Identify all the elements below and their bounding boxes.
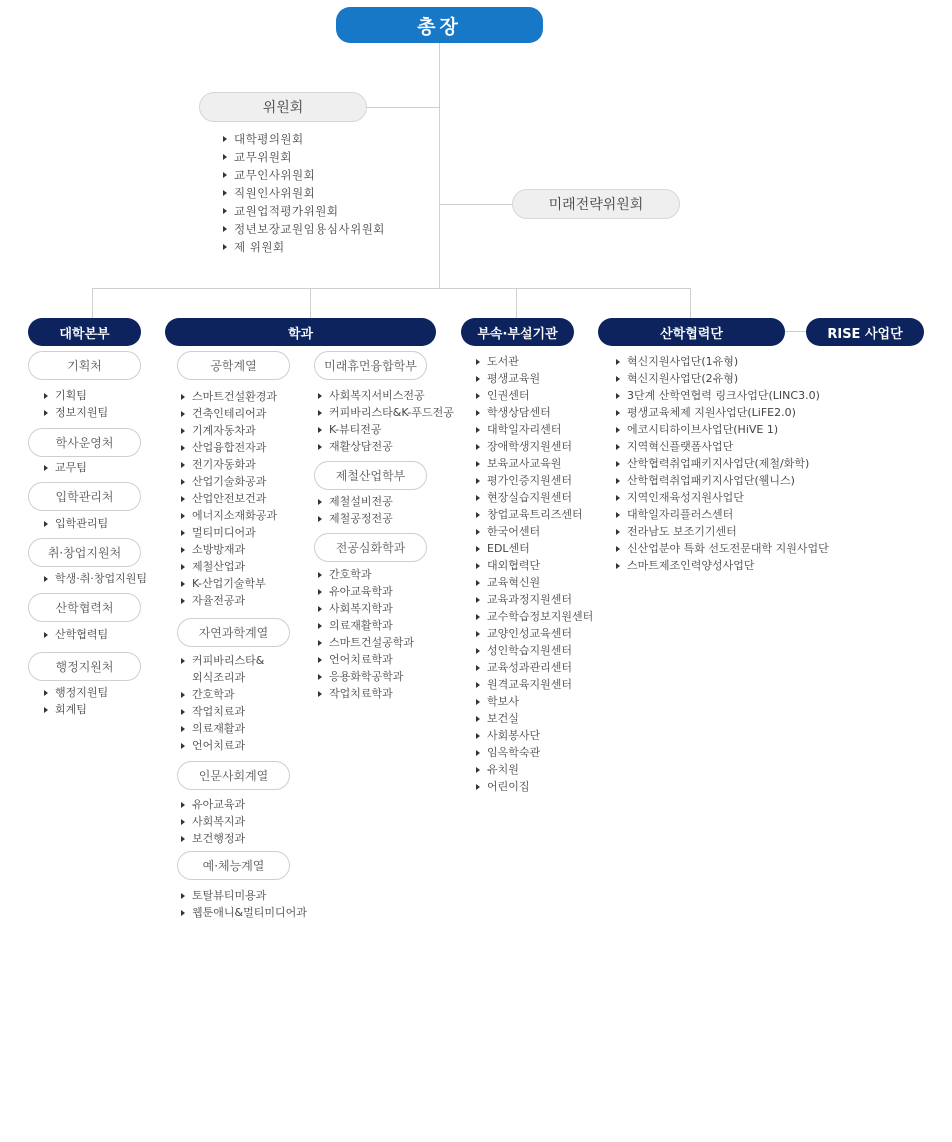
future-strategy-box[interactable]: 미래전략위원회 — [512, 189, 680, 219]
list-item[interactable]: 산업기술화공과 — [180, 473, 277, 490]
list-item[interactable]: 교육과정지원센터 — [475, 591, 593, 608]
academic-affairs-box[interactable]: 학사운영처 — [28, 428, 141, 457]
list-item[interactable]: 유아교육과 — [180, 796, 245, 813]
list-item[interactable]: K-뷰티전공 — [317, 421, 454, 438]
rise-box[interactable]: RISE 사업단 — [806, 318, 924, 346]
list-item[interactable]: 보건행정과 — [180, 830, 245, 847]
affiliated-list — [475, 353, 593, 795]
list-item[interactable]: 간호학과 — [317, 566, 414, 583]
connector-affiliated — [516, 288, 517, 318]
list-item[interactable]: 웹툰애니&멀티미디어과 — [180, 904, 307, 921]
list-item[interactable]: 스마트건설공학과 — [317, 634, 414, 651]
list-item[interactable]: 스마트제조인력양성사업단 — [615, 557, 829, 574]
engineering-box[interactable]: 공학계열 — [177, 351, 290, 380]
admissions-list — [43, 515, 108, 532]
list-item[interactable]: 전라남도 보조기기센터 — [615, 523, 829, 540]
list-item[interactable]: 유아교육학과 — [317, 583, 414, 600]
headquarters-box[interactable]: 대학본부 — [28, 318, 141, 346]
administration-office-list — [43, 684, 108, 718]
list-item[interactable]: 작업치료학과 — [317, 685, 414, 702]
steel-industry-box[interactable]: 제철산업학부 — [314, 461, 427, 490]
list-item[interactable]: 지역혁신플랫폼사업단 — [615, 438, 829, 455]
list-item[interactable]: 에너지소재화공과 — [180, 507, 277, 524]
humanities-list — [180, 796, 245, 847]
list-item[interactable]: 교무팀 — [43, 459, 87, 476]
humanities-box[interactable]: 인문사회계열 — [177, 761, 290, 790]
list-item[interactable]: 입학관리팀 — [43, 515, 108, 532]
list-item[interactable]: 혁신지원사업단(2유형) — [615, 370, 829, 387]
list-item[interactable]: 언어치료학과 — [317, 651, 414, 668]
career-office-box[interactable]: 취·창업지원처 — [28, 538, 141, 567]
list-item[interactable]: 대학일자리플러스센터 — [615, 506, 829, 523]
list-item[interactable]: 산학협력팀 — [43, 626, 108, 643]
list-item[interactable]: 산업융합전자과 — [180, 439, 277, 456]
list-item[interactable]: 창업교육트리즈센터 — [475, 506, 593, 523]
list-item[interactable]: 교무인사위원회 — [222, 166, 385, 184]
list-item[interactable]: 자율전공과 — [180, 592, 277, 609]
list-item[interactable]: 정년보장교원임용심사위원회 — [222, 220, 385, 238]
list-item[interactable]: 장애학생지원센터 — [475, 438, 593, 455]
list-item[interactable]: 교육성과관리센터 — [475, 659, 593, 676]
list-item[interactable]: 에코시티하이브사업단(HiVE 1) — [615, 421, 829, 438]
list-item[interactable]: 교육혁신원 — [475, 574, 593, 591]
arts-sports-box[interactable]: 예·체능계열 — [177, 851, 290, 880]
career-office-list — [43, 570, 147, 587]
list-item[interactable]: 평생교육체제 지원사업단(LiFE2.0) — [615, 404, 829, 421]
list-item[interactable]: 인권센터 — [475, 387, 593, 404]
academic-affairs-list — [43, 459, 87, 476]
list-item[interactable]: 작업치료과 — [180, 703, 264, 720]
arts-sports-list — [180, 887, 307, 921]
president-box[interactable]: 총장 — [336, 7, 543, 43]
list-item[interactable]: 커피바리스타& — [180, 652, 264, 669]
list-item[interactable]: 회계팀 — [43, 701, 108, 718]
natural-science-list — [180, 652, 264, 754]
future-human-box[interactable]: 미래휴먼융합학부 — [314, 351, 427, 380]
list-item[interactable]: 성인학습지원센터 — [475, 642, 593, 659]
list-item[interactable]: 의료재활학과 — [317, 617, 414, 634]
list-item[interactable]: 대학평의원회 — [222, 130, 385, 148]
list-item[interactable]: 임옥학숙관 — [475, 744, 593, 761]
list-item[interactable]: K-산업기술학부 — [180, 575, 277, 592]
list-item[interactable]: 대외협력단 — [475, 557, 593, 574]
list-item[interactable]: 응용화학공학과 — [317, 668, 414, 685]
list-item[interactable]: 기계자동차과 — [180, 422, 277, 439]
list-item[interactable]: 교양인성교육센터 — [475, 625, 593, 642]
list-item[interactable]: 사회복지학과 — [317, 600, 414, 617]
industry-foundation-box[interactable]: 산학협력단 — [598, 318, 785, 346]
list-item[interactable]: 제철설비전공 — [317, 493, 393, 510]
industry-foundation-list — [615, 353, 829, 574]
list-item[interactable]: 혁신지원사업단(1유형) — [615, 353, 829, 370]
list-item-continuation[interactable]: 외식조리과 — [192, 671, 246, 684]
engineering-list — [180, 388, 277, 609]
list-item[interactable]: 한국어센터 — [475, 523, 593, 540]
departments-box[interactable]: 학과 — [165, 318, 436, 346]
list-item[interactable]: 전기자동화과 — [180, 456, 277, 473]
connector-committee — [367, 107, 439, 108]
list-item[interactable]: EDL센터 — [475, 540, 593, 557]
natural-science-box[interactable]: 자연과학계열 — [177, 618, 290, 647]
list-item[interactable]: 산학협력취업패키지사업단(웰니스) — [615, 472, 829, 489]
steel-industry-list — [317, 493, 393, 527]
connector-rise — [784, 331, 806, 332]
administration-office-box[interactable]: 행정지원처 — [28, 652, 141, 681]
list-item[interactable]: 어린이집 — [475, 778, 593, 795]
advanced-major-list — [317, 566, 414, 702]
list-item[interactable]: 교원업적평가위원회 — [222, 202, 385, 220]
affiliated-box[interactable]: 부속·부설기관 — [461, 318, 574, 346]
list-item[interactable]: 교수학습정보지원센터 — [475, 608, 593, 625]
connector-dept — [310, 288, 311, 318]
list-item[interactable]: 평가인증지원센터 — [475, 472, 593, 489]
list-item[interactable]: 학생·취·창업지원팀 — [43, 570, 147, 587]
list-item[interactable]: 소방방재과 — [180, 541, 277, 558]
list-item[interactable]: 행정지원팀 — [43, 684, 108, 701]
future-human-list — [317, 387, 454, 455]
list-item[interactable]: 학보사 — [475, 693, 593, 710]
list-item[interactable]: 건축인테리어과 — [180, 405, 277, 422]
list-item[interactable]: 산학협력취업패키지사업단(제철/화학) — [615, 455, 829, 472]
advanced-major-box[interactable]: 전공심화학과 — [314, 533, 427, 562]
connector-horizontal — [92, 288, 691, 289]
list-item[interactable]: 도서관 — [475, 353, 593, 370]
list-item[interactable]: 유치원 — [475, 761, 593, 778]
connector-industry — [690, 288, 691, 318]
planning-office-box[interactable]: 기획처 — [28, 351, 141, 380]
list-item[interactable]: 제 위원회 — [222, 238, 385, 256]
list-item[interactable]: 사회복지과 — [180, 813, 245, 830]
list-item[interactable]: 기획팀 — [43, 387, 108, 404]
list-item[interactable]: 신산업분야 특화 선도전문대학 지원사업단 — [615, 540, 829, 557]
list-item[interactable]: 사회복지서비스전공 — [317, 387, 454, 404]
list-item[interactable]: 재활상담전공 — [317, 438, 454, 455]
list-item[interactable]: 의료재활과 — [180, 720, 264, 737]
list-item[interactable]: 산업안전보건과 — [180, 490, 277, 507]
list-item[interactable]: 정보지원팀 — [43, 404, 108, 421]
list-item[interactable]: 3단계 산학연협력 링크사업단(LINC3.0) — [615, 387, 829, 404]
list-item[interactable]: 멀티미디어과 — [180, 524, 277, 541]
list-item[interactable]: 대학일자리센터 — [475, 421, 593, 438]
list-item[interactable]: 제철산업과 — [180, 558, 277, 575]
committee-list — [222, 130, 385, 256]
list-item[interactable]: 직원인사위원회 — [222, 184, 385, 202]
connector-hq — [92, 288, 93, 318]
list-item[interactable]: 지역인재육성지원사업단 — [615, 489, 829, 506]
industry-cooperation-office-list — [43, 626, 108, 643]
list-item[interactable]: 토탈뷰티미용과 — [180, 887, 307, 904]
list-item[interactable]: 학생상담센터 — [475, 404, 593, 421]
list-item[interactable]: 현장실습지원센터 — [475, 489, 593, 506]
list-item[interactable]: 원격교육지원센터 — [475, 676, 593, 693]
list-item[interactable]: 커피바리스타&K-푸드전공 — [317, 404, 454, 421]
list-item[interactable]: 사회봉사단 — [475, 727, 593, 744]
admissions-box[interactable]: 입학관리처 — [28, 482, 141, 511]
list-item[interactable]: 제철공정전공 — [317, 510, 393, 527]
list-item[interactable]: 교무위원회 — [222, 148, 385, 166]
connector-future — [439, 204, 512, 205]
list-item[interactable]: 스마트건설환경과 — [180, 388, 277, 405]
industry-cooperation-office-box[interactable]: 산학협력처 — [28, 593, 141, 622]
committee-box[interactable]: 위원회 — [199, 92, 367, 122]
list-item[interactable]: 간호학과 — [180, 686, 264, 703]
connector-vertical-main — [439, 43, 440, 289]
list-item[interactable]: 보건실 — [475, 710, 593, 727]
planning-office-list — [43, 387, 108, 421]
list-item[interactable]: 언어치료과 — [180, 737, 264, 754]
list-item[interactable]: 평생교육원 — [475, 370, 593, 387]
list-item[interactable]: 보육교사교육원 — [475, 455, 593, 472]
